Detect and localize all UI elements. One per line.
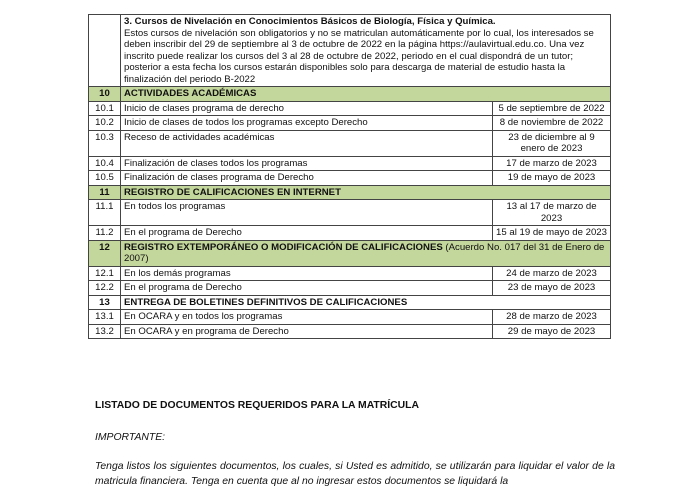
section-number: 11 bbox=[89, 185, 121, 200]
row-date: 28 de marzo de 2023 bbox=[493, 310, 611, 325]
row-number: 10.3 bbox=[89, 130, 121, 156]
section-header-row bbox=[89, 295, 611, 310]
section-header-row bbox=[89, 185, 611, 200]
row-date: 24 de marzo de 2023 bbox=[493, 266, 611, 281]
intro-cell bbox=[121, 15, 611, 87]
section-title: ENTREGA DE BOLETINES DEFINITIVOS DE CALIFICACIONES bbox=[121, 295, 611, 310]
table-row bbox=[89, 266, 611, 281]
row-number: 11.1 bbox=[89, 200, 121, 226]
section-title: REGISTRO DE CALIFICACIONES EN INTERNET bbox=[121, 185, 611, 200]
intro-title: 3. Cursos de Nivelación en Conocimientos Básicos de Biología, Física y Química. bbox=[124, 16, 496, 27]
table-row bbox=[89, 281, 611, 296]
table-row bbox=[89, 324, 611, 339]
row-date: 23 de diciembre al 9 enero de 2023 bbox=[493, 130, 611, 156]
documents-paragraph: Tenga listos los siguientes documentos, los cuales, si Usted es admitido, se utilizarán para liquidar el valor de la matricula financiera. Tenga en cuenta que al no ingresar estos documentos se liquidará la bbox=[95, 461, 615, 487]
section-title: ACTIVIDADES ACADÉMICAS bbox=[121, 87, 611, 102]
intro-row bbox=[89, 15, 611, 87]
row-date: 13 al 17 de marzo de 2023 bbox=[493, 200, 611, 226]
table-row bbox=[89, 101, 611, 116]
row-number: 10.1 bbox=[89, 101, 121, 116]
row-description: Finalización de clases programa de Derecho bbox=[121, 171, 493, 186]
table-row bbox=[89, 130, 611, 156]
section-header-row bbox=[89, 240, 611, 266]
row-date: 8 de noviembre de 2022 bbox=[493, 116, 611, 131]
row-description: En los demás programas bbox=[121, 266, 493, 281]
table-row bbox=[89, 116, 611, 131]
section-number: 12 bbox=[89, 240, 121, 266]
section-number: 10 bbox=[89, 87, 121, 102]
row-description: En el programa de Derecho bbox=[121, 226, 493, 241]
row-description: Inicio de clases programa de derecho bbox=[121, 101, 493, 116]
row-date: 15 al 19 de mayo de 2023 bbox=[493, 226, 611, 241]
table-row bbox=[89, 156, 611, 171]
row-number: 12.1 bbox=[89, 266, 121, 281]
row-number: 10.2 bbox=[89, 116, 121, 131]
section-header-row bbox=[89, 87, 611, 102]
row-date: 17 de marzo de 2023 bbox=[493, 156, 611, 171]
row-number: 13.2 bbox=[89, 324, 121, 339]
section-title: REGISTRO EXTEMPORÁNEO O MODIFICACIÓN DE CALIFICACIONES bbox=[124, 241, 443, 253]
row-number: 11.2 bbox=[89, 226, 121, 241]
row-description: En todos los programas bbox=[121, 200, 493, 226]
row-number: 12.2 bbox=[89, 281, 121, 296]
row-date: 23 de mayo de 2023 bbox=[493, 281, 611, 296]
table-row bbox=[89, 226, 611, 241]
table-row bbox=[89, 171, 611, 186]
table-row bbox=[89, 310, 611, 325]
documents-heading: LISTADO DE DOCUMENTOS REQUERIDOS PARA LA MATRÍCULA bbox=[95, 400, 420, 411]
row-number: 13.1 bbox=[89, 310, 121, 325]
section-title-cell bbox=[121, 240, 611, 266]
section-note: (Acuerdo No. 017 del 31 de Enero de 2007) bbox=[124, 241, 605, 264]
table-row bbox=[89, 200, 611, 226]
row-number: 10.5 bbox=[89, 171, 121, 186]
section-number: 13 bbox=[89, 295, 121, 310]
important-label: IMPORTANTE: bbox=[95, 432, 166, 443]
row-description: En OCARA y en programa de Derecho bbox=[121, 324, 493, 339]
intro-num-cell bbox=[89, 15, 121, 87]
row-number: 10.4 bbox=[89, 156, 121, 171]
row-date: 19 de mayo de 2023 bbox=[493, 171, 611, 186]
row-description: En OCARA y en todos los programas bbox=[121, 310, 493, 325]
row-description: En el programa de Derecho bbox=[121, 281, 493, 296]
row-date: 5 de septiembre de 2022 bbox=[493, 101, 611, 116]
row-description: Finalización de clases todos los programas bbox=[121, 156, 493, 171]
intro-body: Estos cursos de nivelación son obligatorios y no se matriculan automáticamente por lo cual, los interesados se deben inscribir del 29 de septiembre al 3 de octubre de 2022 en la página https://aulavirtual.edu.co. Una vez inscrito puede realizar los cursos del 3 al 28 de octubre de 2022, periodo en el cual dispondrá de un tutor; posterior a esta fecha los cursos estarán disponibles solo para descarga de material de estudio hasta la finalización del periodo B-2022 bbox=[124, 27, 594, 85]
academic-calendar-table bbox=[88, 14, 611, 339]
row-description: Receso de actividades académicas bbox=[121, 130, 493, 156]
row-description: Inicio de clases de todos los programas excepto Derecho bbox=[121, 116, 493, 131]
row-date: 29 de mayo de 2023 bbox=[493, 324, 611, 339]
